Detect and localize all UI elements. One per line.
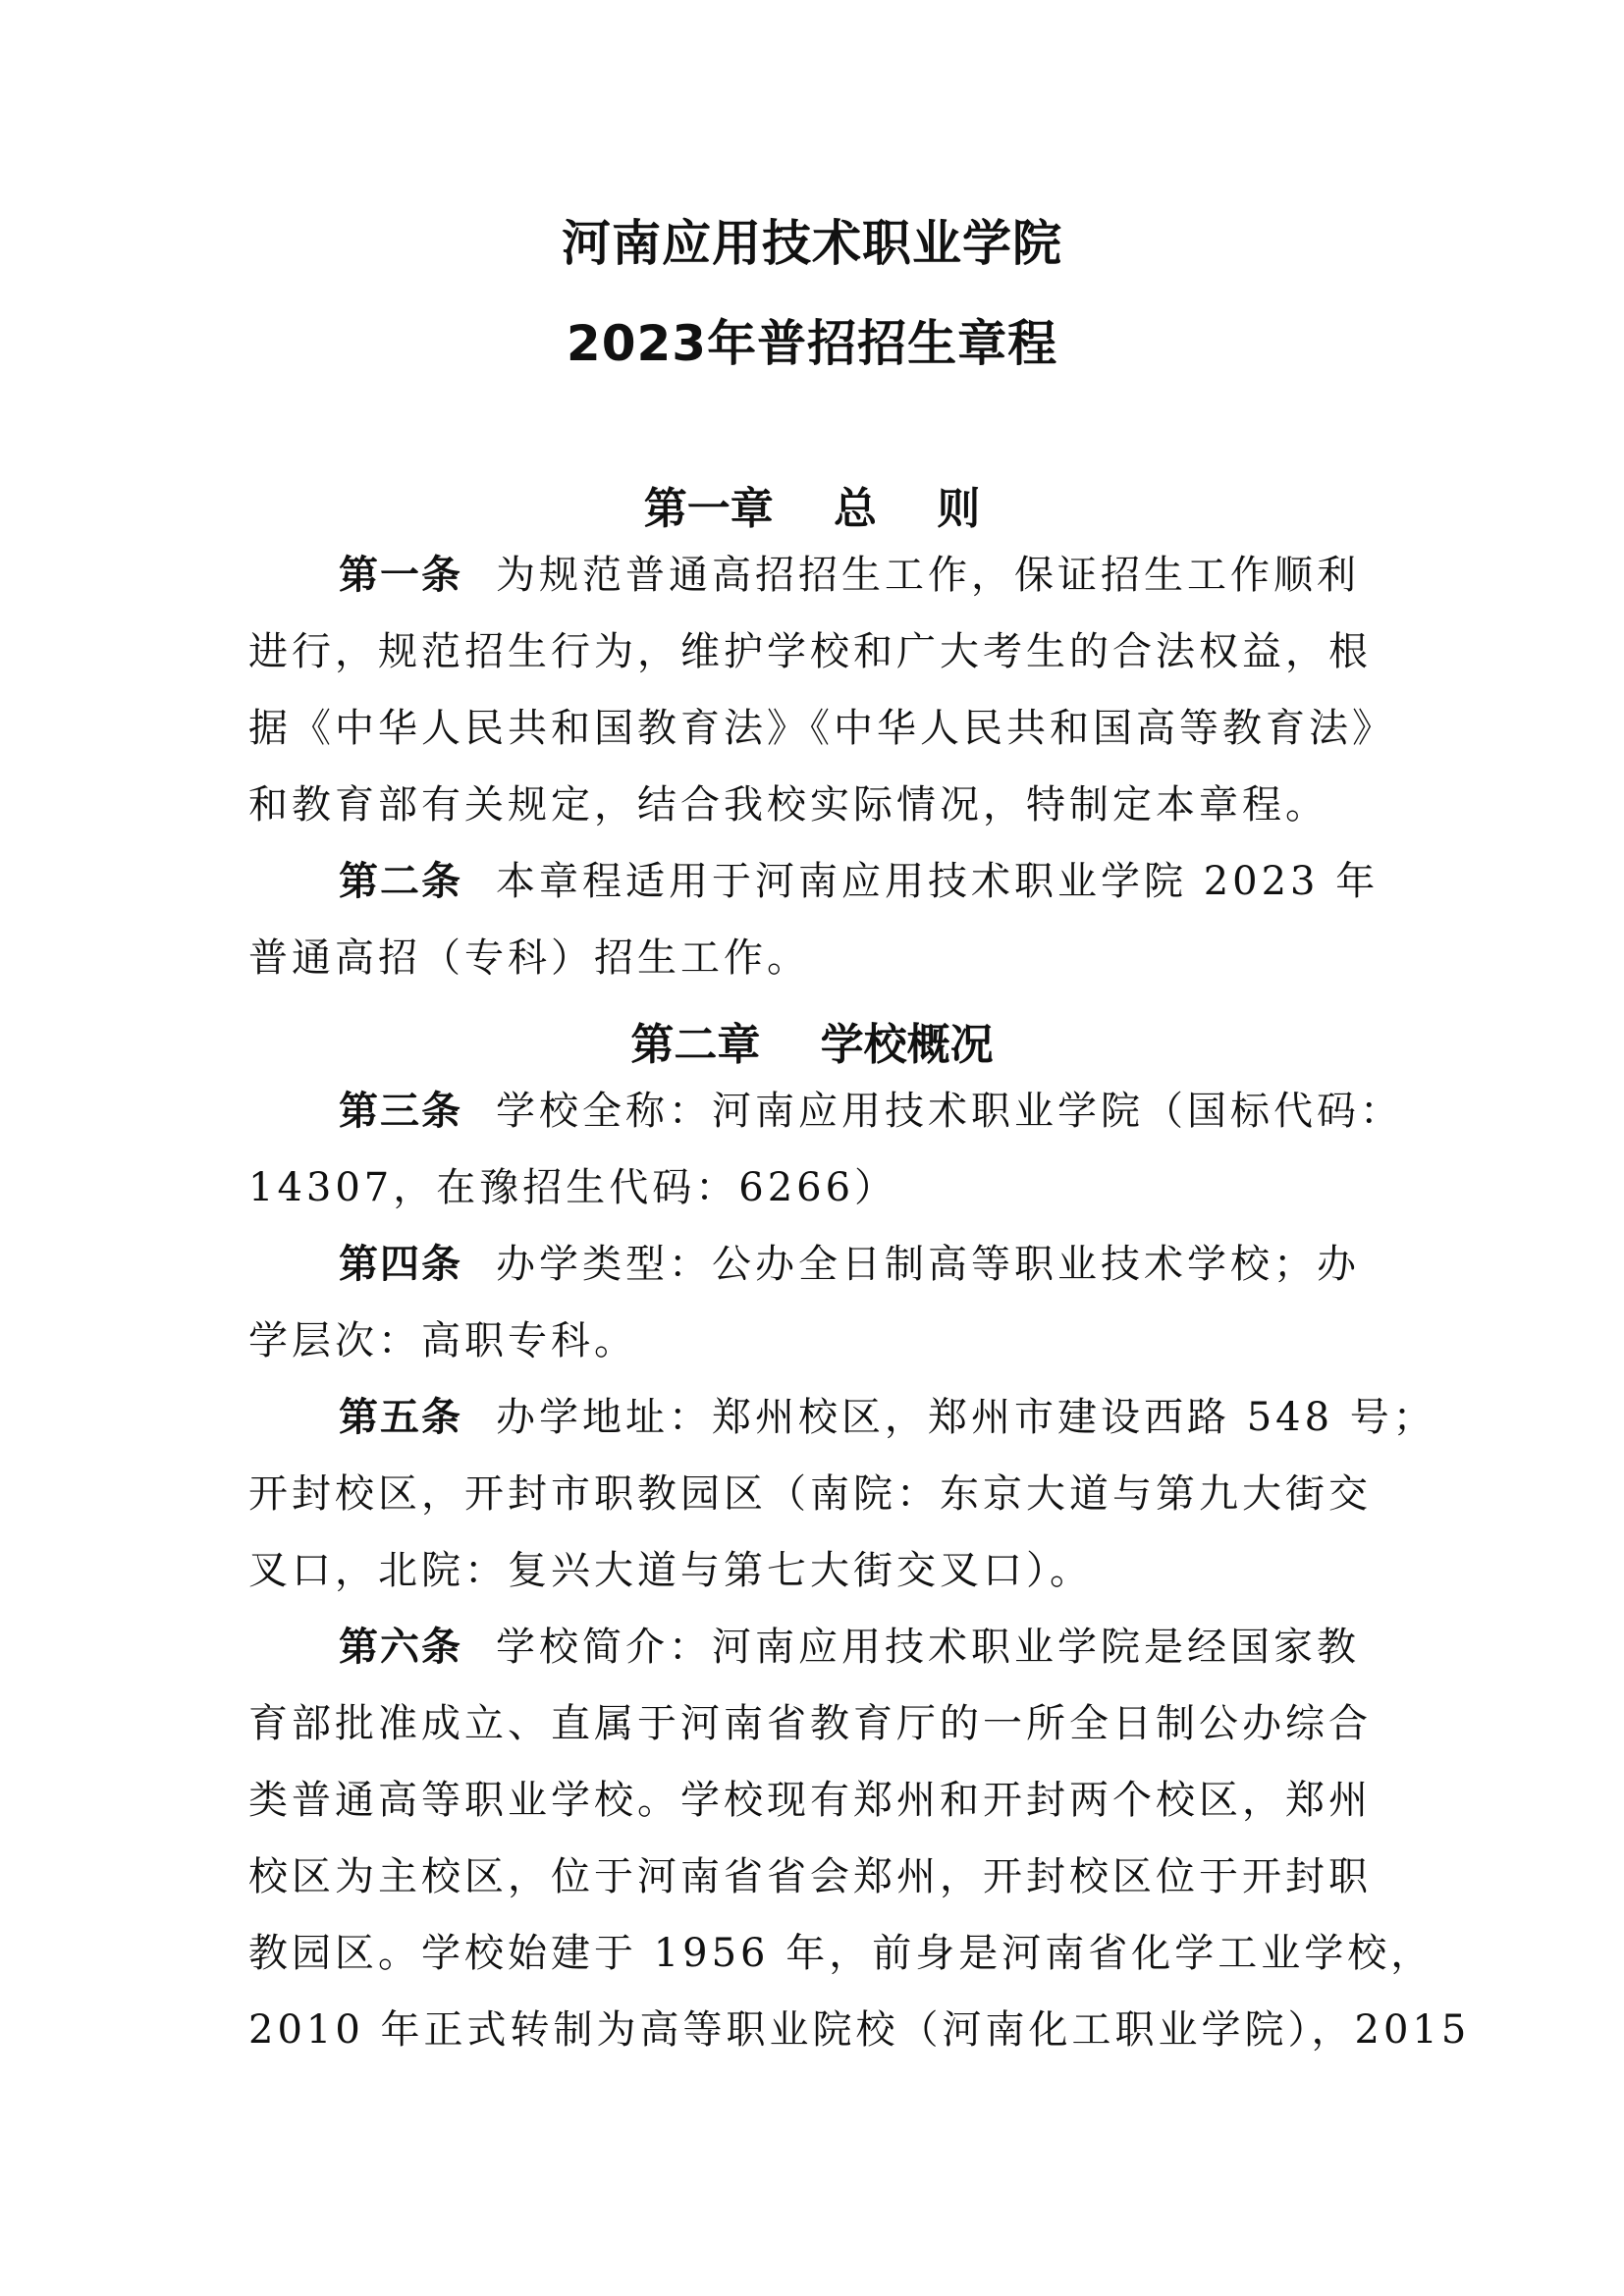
article-4-line-1	[339, 1241, 1380, 1288]
document-title-line-1: 河南应用技术职业学院	[562, 215, 1062, 272]
article-5-text: 办学地址：郑州校区，郑州市建设西路 548 号；	[496, 1395, 1436, 1440]
article-4-line-2: 学层次：高职专科。	[248, 1318, 637, 1363]
article-3-line-1	[339, 1088, 1403, 1135]
article-3-label: 第三条	[339, 1089, 462, 1134]
article-4-label: 第四条	[339, 1242, 462, 1287]
article-6-label: 第六条	[339, 1625, 462, 1670]
article-6-line-3: 类普通高等职业学校。学校现有郑州和开封两个校区，郑州	[248, 1778, 1372, 1823]
document-title-line-2: 2023年普招招生章程	[566, 315, 1058, 372]
article-6-line-6: 2010 年正式转制为高等职业院校（河南化工职业学院），2015	[248, 2007, 1471, 2053]
article-1-line-2: 进行，规范招生行为，维护学校和广大考生的合法权益，根	[248, 629, 1372, 674]
article-3-line-2: 14307，在豫招生代码：6266）	[248, 1165, 898, 1210]
article-5-label: 第五条	[339, 1395, 462, 1440]
article-6-line-5: 教园区。学校始建于 1956 年，前身是河南省化学工业学校，	[248, 1931, 1435, 1976]
article-1-text: 为规范普通高招招生工作，保证招生工作顺利	[496, 553, 1360, 598]
article-5-line-3: 叉口，北院：复兴大道与第七大街交叉口）。	[248, 1548, 1093, 1593]
article-1-line-3: 据《中华人民共和国教育法》《中华人民共和国高等教育法》	[248, 706, 1395, 751]
article-6-line-4: 校区为主校区，位于河南省省会郑州，开封校区位于开封职	[248, 1854, 1372, 1899]
article-6-line-2: 育部批准成立、直属于河南省教育厅的一所全日制公办综合	[248, 1701, 1372, 1746]
article-1-line-1	[339, 552, 1380, 599]
article-2-line-1	[339, 858, 1380, 905]
article-5-line-1	[339, 1394, 1436, 1441]
article-2-line-2: 普通高招（专科）招生工作。	[248, 935, 810, 981]
article-5-line-2: 开封校区，开封市职教园区（南院：东京大道与第九大街交	[248, 1471, 1372, 1517]
article-2-text: 本章程适用于河南应用技术职业学院 2023 年	[496, 859, 1380, 904]
article-4-text: 办学类型：公办全日制高等职业技术学校；办	[496, 1242, 1360, 1287]
article-1-label: 第一条	[339, 553, 462, 598]
chapter-1-heading: 第一章 总 则	[643, 484, 981, 534]
article-6-text: 学校简介：河南应用技术职业学院是经国家教	[496, 1625, 1360, 1670]
article-3-text: 学校全称：河南应用技术职业学院（国标代码：	[496, 1089, 1403, 1134]
chapter-2-heading: 第二章 学校概况	[630, 1020, 994, 1070]
article-2-label: 第二条	[339, 859, 462, 904]
article-1-line-4: 和教育部有关规定，结合我校实际情况，特制定本章程。	[248, 782, 1328, 828]
article-6-line-1	[339, 1624, 1380, 1671]
